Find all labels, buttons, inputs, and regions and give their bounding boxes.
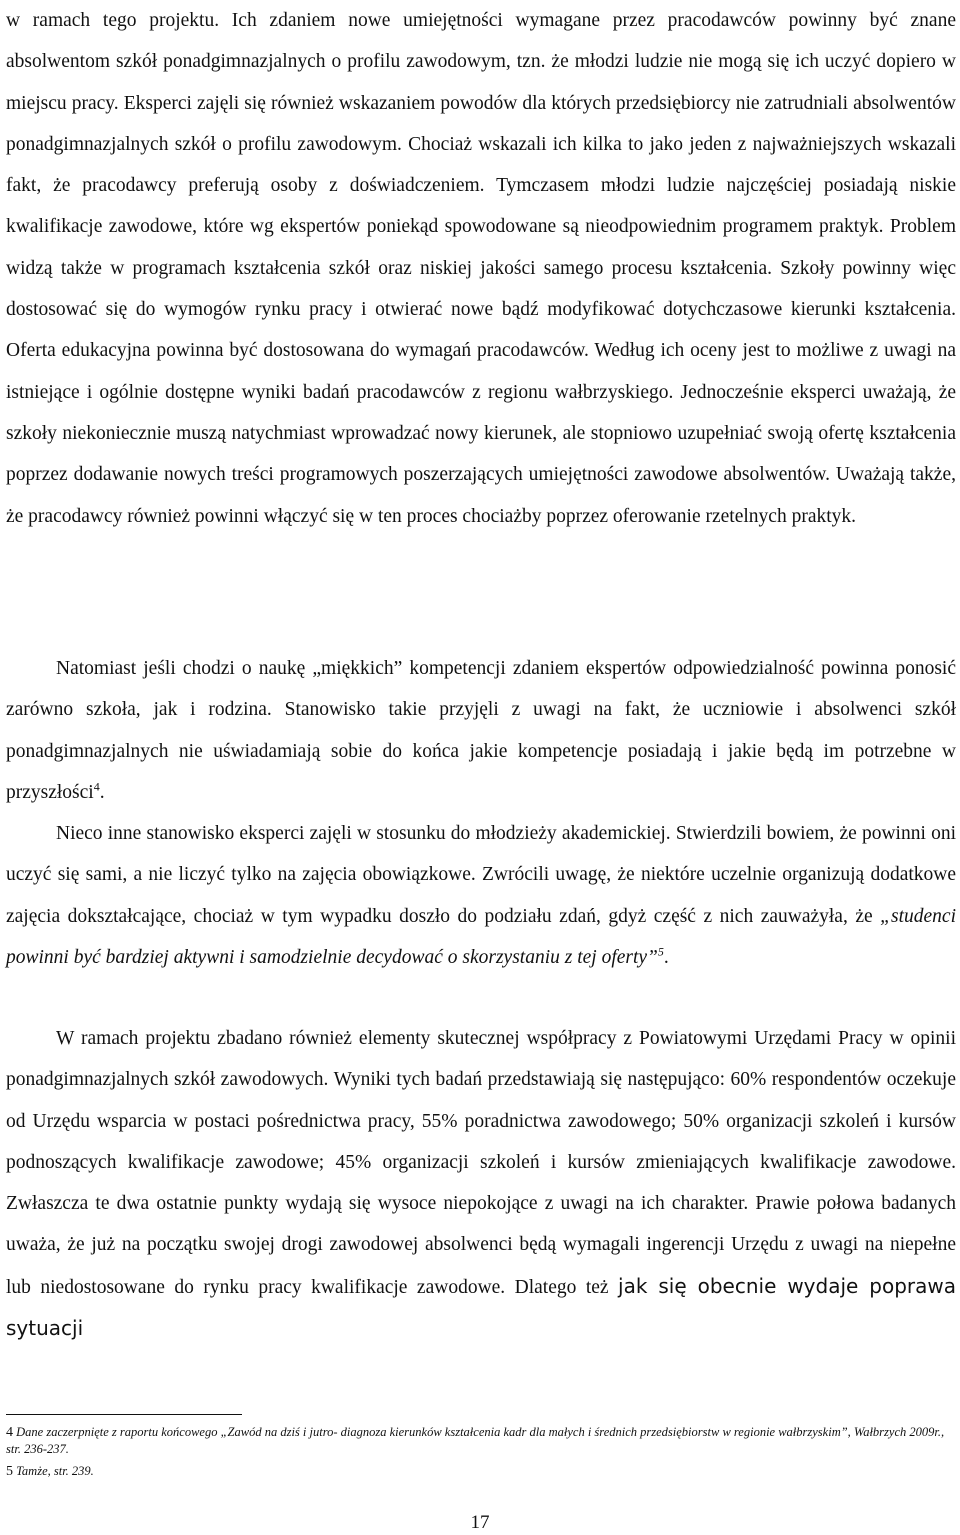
page-number: 17: [470, 1512, 490, 1533]
paragraph-3-quote: „studenci powinni być bardziej aktywni i samodzielnie decydować o skorzystaniu z tej oferty”: [6, 905, 956, 968]
paragraph-4-sans-text: jak się obecnie wydaje poprawa sytuacji: [6, 1273, 956, 1341]
footnote-text: Tamże, str. 239.: [16, 1464, 94, 1478]
footnote-4: [6, 1424, 956, 1457]
footnote-text: Dane zaczerpnięte z raportu końcowego „Zawód na dziś i jutro- diagnoza kierunków kształcenia kadr dla małych i średnich przedsiębiorstw w regionie wałbrzyskim”, Wałbrzych 2009r., str. 236-237.: [6, 1425, 945, 1456]
paragraph-3-end: .: [663, 946, 669, 968]
paragraph-2-text: Natomiast jeśli chodzi o naukę „miękkich” kompetencji zdaniem ekspertów odpowiedzialność powinna ponosić zarówno szkoła, jak i rodzina. Stanowisko takie przyjęli z uwagi na fakt, że uczniowie i absolwenci szkół ponadgimnazjalnych nie uświadamiają sobie do końca jakie kompetencje posiadają i jakie będą im potrzebne w przyszłości: [6, 658, 956, 803]
paragraph-3-text: Nieco inne stanowisko eksperci zajęli w stosunku do młodzieży akademickiej. Stwierdzili bowiem, że powinni oni uczyć się sami, a nie liczyć tylko na zajęcia obowiązkowe. Zwrócili uwagę, że niektóre uczelnie organizują dodatkowe zajęcia dokształcające, chociaż w tym wypadku doszło do podziału zdań, gdyż część z nich zauważyła, że: [6, 823, 956, 927]
footnote-separator: [6, 1414, 242, 1415]
paragraph-1-text: w ramach tego projektu. Ich zdaniem nowe umiejętności wymagane przez pracodawców powinny być znane absolwentom szkół ponadgimnazjalnych o profilu zawodowym, tzn. że młodzi ludzie nie mogą się ich uczyć dopiero w miejscu pracy. Eksperci zajęli się również wskazaniem powodów dla których przedsiębiorcy nie zatrudniali absolwentów ponadgimnazjalnych szkół o profilu zawodowym. Chociaż wskazali ich kilka to jako jeden z najważniejszych wskazali fakt, że pracodawcy preferują osoby z doświadczeniem. Tymczasem młodzi ludzie najczęściej posiadają niskie kwalifikacje zawodowe, które wg ekspertów poniekąd spowodowane są nieodpowiednim programem praktyk. Problem widzą także w programach kształcenia szkół oraz niskiej jakości samego procesu kształcenia. Szkoły powinny więc dostosować się do wymogów rynku pracy i otwierać nowe bądź modyfikować dotychczasowe kierunki kształcenia. Oferta edukacyjna powinna być dostosowana do wymagań pracodawców. Według ich oceny jest to możliwe z uwagi na istniejące i ogólnie dostępne wyniki badań pracodawców z regionu wałbrzyskiego. Jednocześnie eksperci uważają, że szkoły niekoniecznie muszą natychmiast wprowadzać nowy kierunek, ale stopniowo uzupełniać swoją ofertę kształcenia poprzez dodawanie nowych treści programowych poszerzających umiejętności zawodowe absolwentów. Uważają także, że pracodawcy również powinni włączyć się w ten proces chociażby poprzez oferowanie rzetelnych praktyk.: [6, 10, 956, 527]
paragraph-3: [6, 813, 956, 978]
footnote-5: [6, 1463, 956, 1480]
paragraph-4-text: W ramach projektu zbadano również elementy skutecznej współpracy z Powiatowymi Urzędami Pracy w opinii ponadgimnazjalnych szkół zawodowych. Wyniki tych badań przedstawiają się następująco: 60% respondentów oczekuje od Urzędu wsparcia w postaci pośrednictwa pracy, 55% poradnictwa zawodowego; 50% organizacji szkoleń i kursów podnoszących kwalifikacje zawodowe; 45% organizacji szkoleń i kursów zmieniających kwalifikacje zawodowe. Zwłaszcza te dwa ostatnie punkty wydają się wysoce niepokojące z uwagi na ich charakter. Prawie połowa badanych uważa, że już na początku swojej drogi zawodowej absolwenci będą wymagali ingerencji Urzędu z uwagi na niepełne lub niedostosowane do rynku pracy kwalifikacje zawodowe. Dlatego też: [6, 1028, 956, 1298]
footnote-ref-5[interactable]: 5: [657, 944, 664, 959]
paragraph-1: [6, 0, 956, 537]
paragraph-2-end: .: [99, 781, 105, 803]
footnote-ref-4[interactable]: 4: [93, 779, 100, 794]
paragraph-4: [6, 1018, 956, 1350]
footnote-number: 5: [6, 1464, 13, 1479]
paragraph-2: [6, 648, 956, 813]
footnote-number: 4: [6, 1425, 13, 1440]
